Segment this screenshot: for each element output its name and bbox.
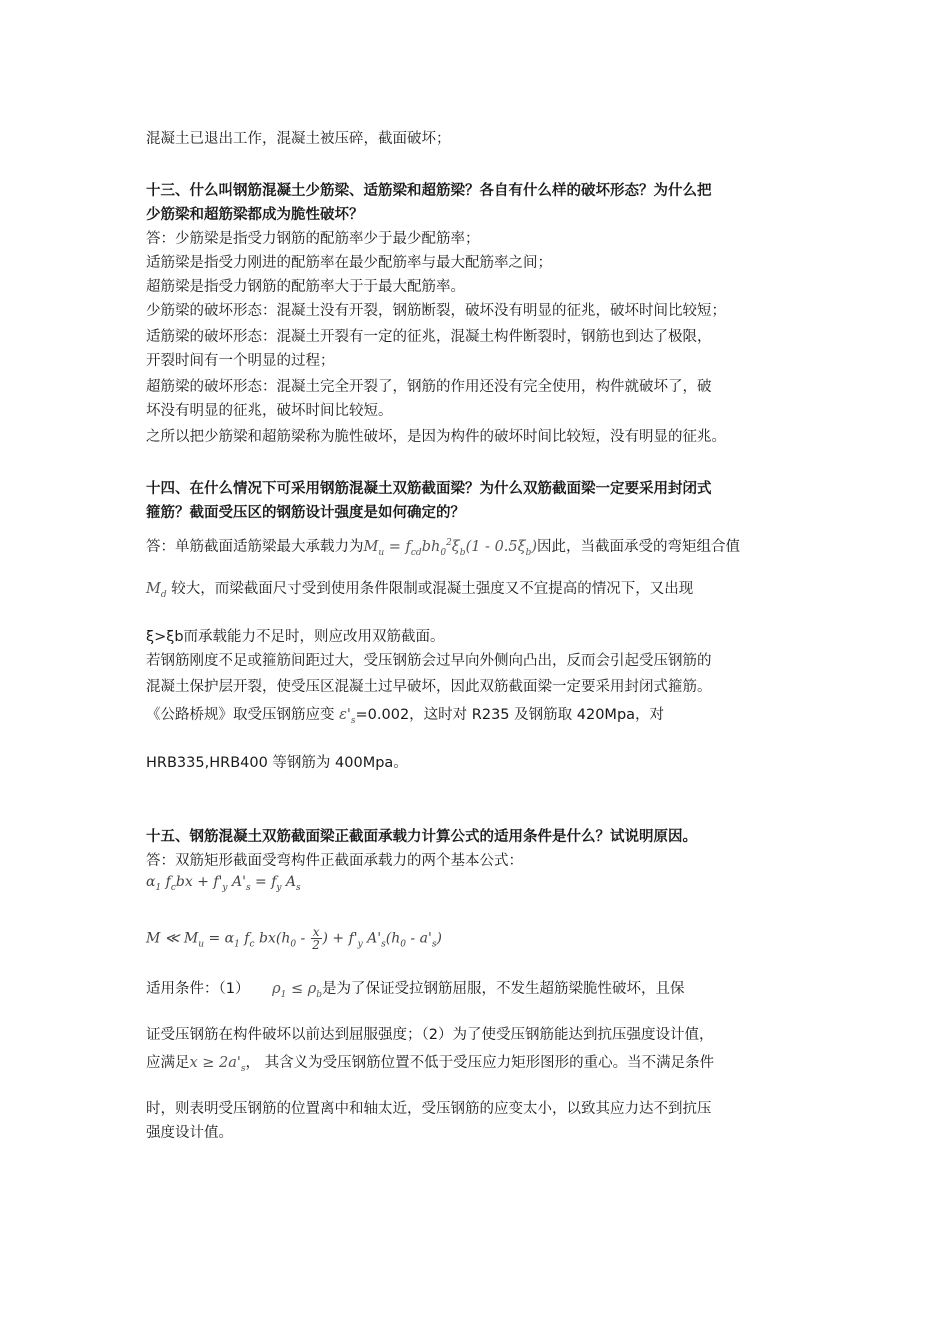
answer-13-line: 超筋梁的破坏形态：混凝土完全开裂了，钢筋的作用还没有完全使用，构件就破坏了，破 (146, 379, 712, 395)
answer-14-line: 混凝土保护层开裂，使受压区混凝土过早破坏，因此双筋截面梁一定要采用封闭式箍筋。 (146, 679, 712, 695)
answer-15-text: 适用条件：（1） (146, 981, 250, 997)
answer-15-line: 答：双筋矩形截面受弯构件正截面承载力的两个基本公式： (146, 853, 523, 869)
answer-13-line: 适筋梁是指受力刚进的配筋率在最少配筋率与最大配筋率之间； (146, 255, 552, 271)
answer-13-line: 答：少筋梁是指受力钢筋的配筋率少于最少配筋率； (146, 231, 480, 247)
reinforcement-ratio-condition: $\rho_1 \le \rho_b$ (272, 981, 323, 1000)
question-13-title-cont: 少筋梁和超筋梁都成为脆性破坏？ (146, 207, 364, 223)
answer-15-line: 强度设计值。 (146, 1125, 233, 1141)
answer-13-line: 之所以把少筋梁和超筋梁称为脆性破坏，是因为构件的破坏时间比较短，没有明显的征兆。 (146, 429, 726, 445)
answer-15-line (146, 978, 685, 1006)
answer-13-line: 坏没有明显的征兆，破坏时间比较短。 (146, 403, 393, 419)
answer-14-line: HRB335,HRB400 等钢筋为 400Mpa。 (146, 755, 408, 771)
answer-15-line: 时，则表明受压钢筋的位置离中和轴太近，受压钢筋的应变太小，以致其应力达不到抗压 (146, 1101, 712, 1117)
answer-14-line (146, 626, 445, 648)
answer-13-line: 开裂时间有一个明显的过程； (146, 353, 335, 369)
text-line: 混凝土已退出工作，混凝土被压碎，截面破坏； (146, 131, 451, 147)
answer-14-text: 《公路桥规》取受压钢筋应变 (146, 707, 335, 723)
answer-14-text: 答：单筋截面适筋梁最大承载力为 (146, 538, 364, 555)
answer-14-line: 若钢筋刚度不足或箍筋间距过大，受压钢筋会过早向外侧向凸出，反而会引起受压钢筋的 (146, 653, 712, 669)
answer-14-text: 而承载能力不足时，则应改用双筋截面。 (183, 629, 445, 645)
answer-14-line (146, 578, 693, 606)
answer-15-text: ， 其含义为受压钢筋位置不低于受压应力矩形图形的重心。当不满足条件 (245, 1055, 715, 1071)
force-balance-equation: $\alpha_1$ $f_cbx + f'_y$ $A'_s = f_y$ $A_s$ (146, 874, 301, 893)
answer-15-text: 是为了保证受拉钢筋屈服，不发生超筋梁脆性破坏，且保 (322, 981, 685, 997)
compression-depth-condition: $x \ge 2a'_s$ (189, 1055, 246, 1074)
answer-13-line: 超筋梁是指受力钢筋的配筋率大于于最大配筋率。 (146, 279, 465, 295)
answer-14-text: =0.002，这时对 R235 及钢筋取 420Mpa，对 (355, 707, 665, 723)
answer-13-line: 少筋梁的破坏形态：混凝土没有开裂，钢筋断裂，破坏没有明显的征兆，破坏时间比较短； (146, 303, 726, 319)
question-14-title: 十四、在什么情况下可采用钢筋混凝土双筋截面梁？为什么双筋截面梁一定要采用封闭式 (146, 481, 712, 497)
design-moment-symbol: $M_d$ (146, 581, 167, 600)
max-moment-formula: $M_u = f_{cd}bh_0^2\xi_b(1 - 0.5\xi_b)$ (363, 538, 538, 558)
strain-symbol: $\varepsilon'_s$ (339, 707, 356, 726)
answer-15-text: 应满足 (146, 1055, 190, 1071)
moment-equation: M ≪ $M_u = \alpha_1$ $f_c$ $bx(h_0$ - $\frac{x}{2}$ ) + $f'_y$ $A'_s(h_0 - a'_s)$ (146, 925, 442, 952)
question-14-title-cont: 箍筋？截面受压区的钢筋设计强度是如何确定的？ (146, 505, 465, 521)
answer-13-line: 适筋梁的破坏形态：混凝土开裂有一定的征兆，混凝土构件断裂时，钢筋也到达了极限， (146, 329, 712, 345)
question-15-title: 十五、钢筋混凝土双筋截面梁正截面承载力计算公式的适用条件是什么？试说明原因。 (146, 829, 697, 845)
answer-15-line (146, 1052, 714, 1080)
question-13-title: 十三、什么叫钢筋混凝土少筋梁、适筋梁和超筋梁？各自有什么样的破坏形态？为什么把 (146, 183, 712, 199)
answer-14-text: 较大，而梁截面尺寸受到使用条件限制或混凝土强度又不宜提高的情况下，又出现 (171, 581, 694, 597)
answer-14-line (146, 532, 740, 564)
xi-condition: ξ>ξb (146, 629, 184, 645)
answer-15-line: 证受压钢筋在构件破坏以前达到屈服强度；（2）为了使受压钢筋能达到抗压强度设计值， (146, 1027, 714, 1043)
answer-14-line (146, 704, 664, 732)
answer-14-text: 因此，当截面承受的弯矩组合值 (537, 538, 741, 555)
